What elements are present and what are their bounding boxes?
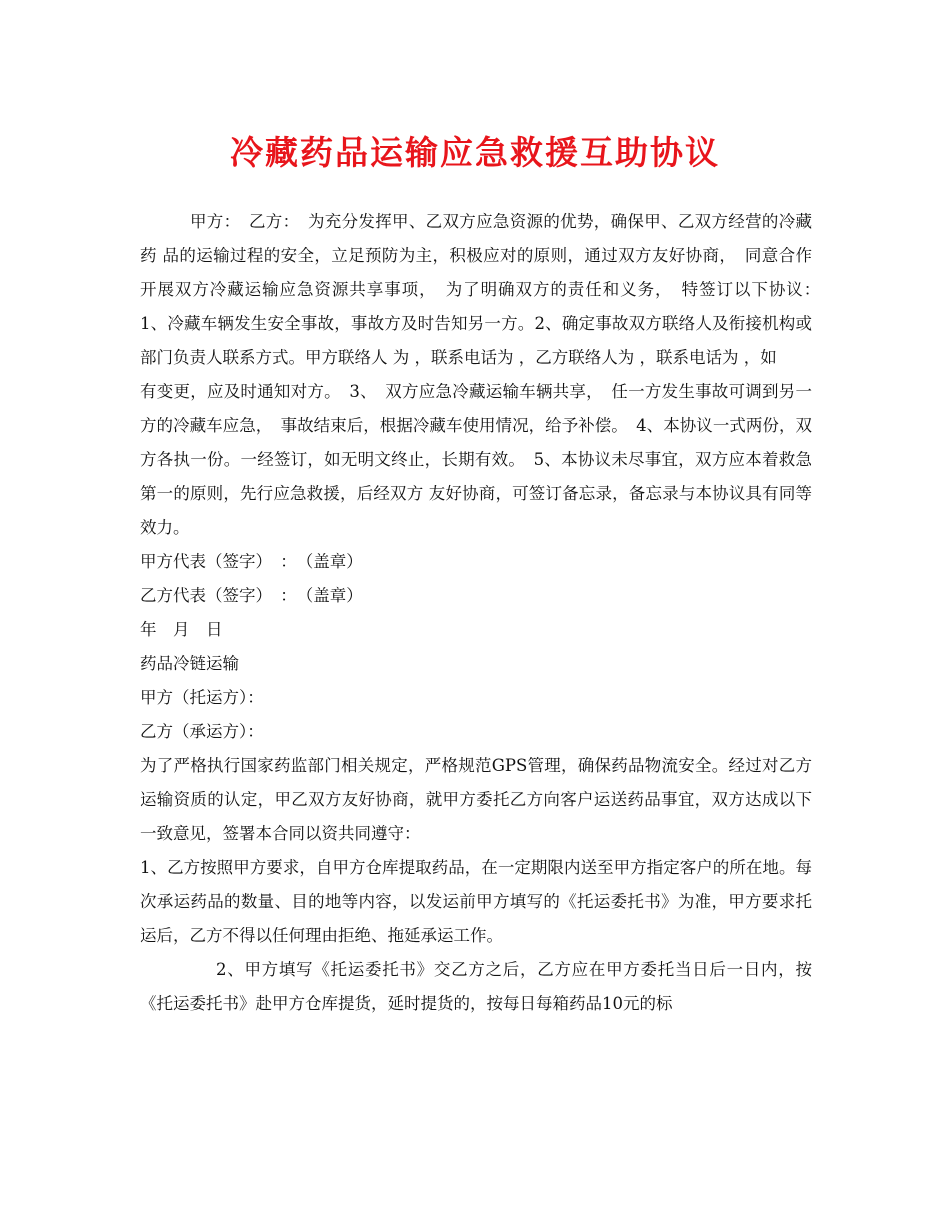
document-title: 冷藏药品运输应急救援互助协议 <box>230 133 720 172</box>
party-a-signature-line: 甲方代表（签字） ： （盖章） <box>140 552 363 571</box>
paragraph-agreement-terms: 有变更，应及时通知对方。 3、 双方应急冷藏运输车辆共享， 任一方发生事故可调到另一方的冷藏车应急， 事故结束后，根据冷藏车使用情况，给予补偿。 4、本协议一式两份，双方各执一份。一经签订，如无明文终止，长期有效。 5、本协议未尽事宜，双方应本着救急第一的原则，先行应急救援，后经双方 友好协商，可签订备忘录，备忘录与本协议具有同等效力。 <box>140 382 812 537</box>
party-b-carrier-line: 乙方（承运方）： <box>140 722 264 741</box>
section-heading: 药品冷链运输 <box>140 654 239 673</box>
paragraph-agreement-intro: 甲方： 乙方： 为充分发挥甲、乙双方应急资源的优势，确保甲、乙双方经营的冷藏药 品的运输过程的安全，立足预防为主，积极应对的原则，通过双方友好协商， 同意合作开展双方冷藏运输应急资源共享事项， 为了明确双方的责任和义务， 特签订以下协议： 1、冷藏车辆发生安全事故，事故方及时告知另一方。2、确定事故双方联络人及衔接机构或部门负责人联系方式。甲方联络人 为 ，联系电话为 ，乙方联络人为 ，联系电话为 ，如 <box>140 212 829 367</box>
party-a-shipper-line: 甲方（托运方）： <box>140 688 264 707</box>
document-body <box>140 205 829 1021</box>
paragraph-contract-intro: 为了严格执行国家药监部门相关规定，严格规范GPS管理，确保药品物流安全。经过对乙方运输资质的认定，甲乙双方友好协商，就甲方委托乙方向客户运送药品事宜，双方达成以下一致意见，签署本合同以资共同遵守： <box>140 756 812 843</box>
date-line: 年 月 日 <box>140 620 223 639</box>
party-b-signature-line: 乙方代表（签字） ： （盖章） <box>140 586 363 605</box>
paragraph-clause-1: 1、乙方按照甲方要求，自甲方仓库提取药品，在一定期限内送至甲方指定客户的所在地。每次承运药品的数量、目的地等内容，以发运前甲方填写的《托运委托书》为准，甲方要求托运后，乙方不得以任何理由拒绝、拖延承运工作。 <box>140 858 812 945</box>
paragraph-clause-2: 2、甲方填写《托运委托书》交乙方之后，乙方应在甲方委托当日后一日内，按《托运委托书》赴甲方仓库提货，延时提货的，按每日每箱药品10元的标 <box>140 960 812 1013</box>
